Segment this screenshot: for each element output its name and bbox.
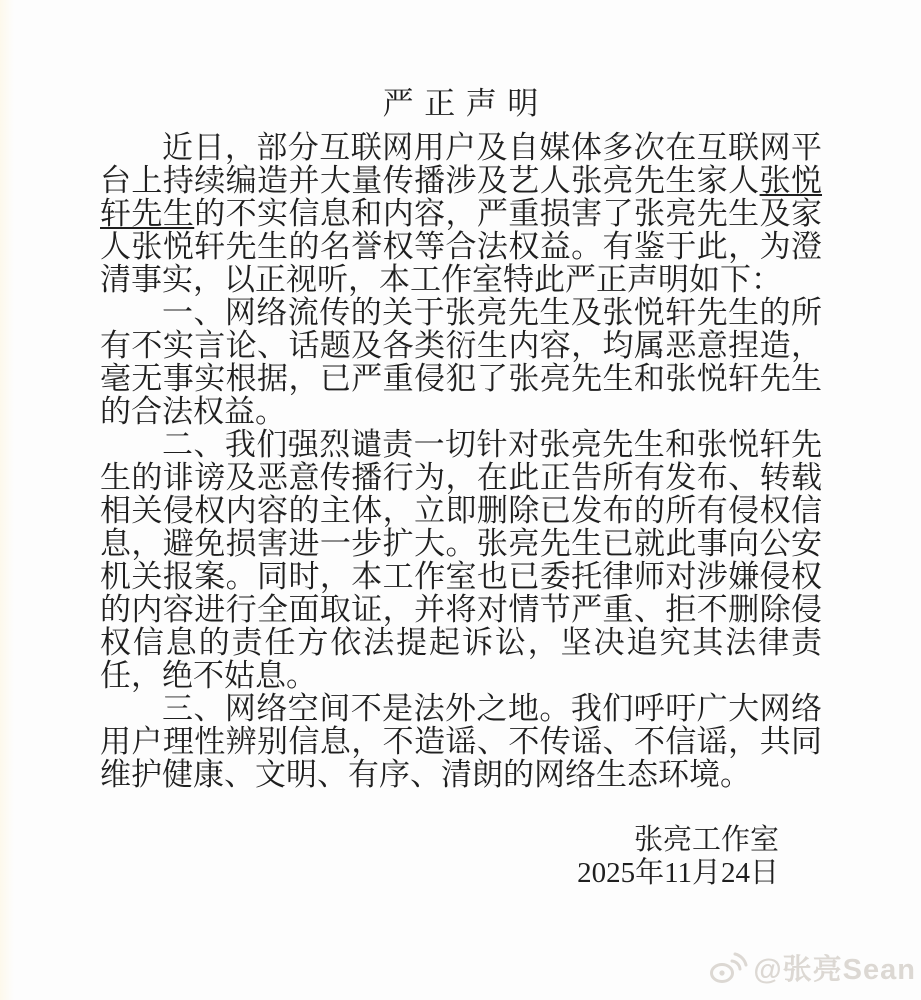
signature: 张亮工作室 [633, 824, 779, 856]
statement-paragraph [100, 296, 822, 428]
watermark [708, 947, 916, 988]
paragraph-text: 一、网络流传的关于张亮先生及张悦轩先生的所有不实言论、话题及各类衍生内容，均属恶意捏造，毫无事实根据，已严重侵犯了张亮先生和张悦轩先生的合法权益。 [100, 295, 822, 429]
paragraph-text: 近日，部分互联网用户及自媒体多次在互联网平台上持续编造并大量传播涉及艺人张亮先生家人 [100, 130, 822, 198]
statement-title: 严 正 声 明 [382, 86, 540, 121]
weibo-logo-icon [708, 951, 748, 985]
statement-content [100, 84, 822, 890]
watermark-handle: @张亮Sean [753, 954, 916, 986]
underlined-person-name: 张悦轩先生 [100, 163, 823, 231]
paragraph-text: 三、网络空间不是法外之地。我们呼吁广大网络用户理性辨别信息，不造谣、不传谣、不信谣，共同维护健康、文明、有序、清朗的网络生态环境。 [100, 691, 822, 792]
statement-paragraph [100, 692, 822, 791]
statement-body [100, 131, 822, 791]
statement-date: 2025年11月24日 [577, 857, 779, 889]
statement-paragraph [100, 428, 822, 692]
paragraph-text: 二、我们强烈谴责一切针对张亮先生和张悦轩先生的诽谤及恶意传播行为，在此正告所有发布、转载相关侵权内容的主体，立即删除已发布的所有侵权信息，避免损害进一步扩大。张亮先生已就此事向公安机关报案。同时，本工作室也已委托律师对涉嫌侵权的内容进行全面取证，并将对情节严重、拒不删除侵权信息的责任方依法提起诉讼，坚决追究其法律责任，绝不姑息。 [100, 427, 822, 693]
signature-block [100, 824, 822, 890]
paragraph-text: 的不实信息和内容，严重损害了张亮先生及家人张悦轩先生的名誉权等合法权益。有鉴于此，为澄清事实，以正视听，本工作室特此严正声明如下： [100, 196, 823, 297]
statement-paragraph [100, 131, 822, 296]
